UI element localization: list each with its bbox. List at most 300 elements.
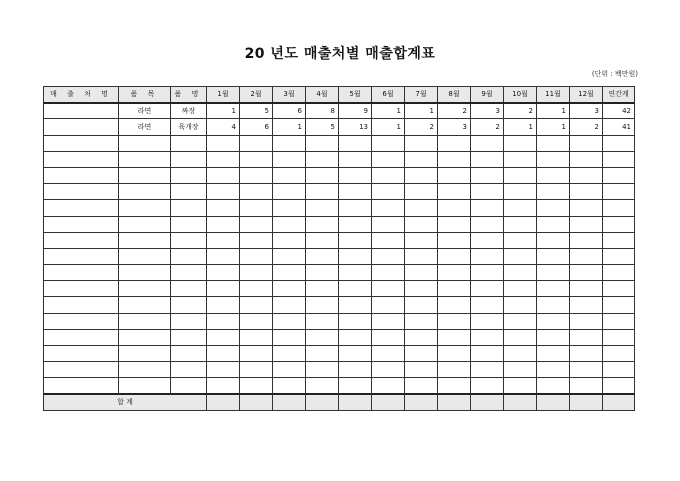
value-cell[interactable] — [570, 151, 603, 167]
value-cell[interactable] — [207, 265, 240, 281]
value-cell[interactable] — [438, 297, 471, 313]
customer-cell[interactable] — [44, 184, 119, 200]
total-value-cell[interactable] — [372, 394, 405, 410]
total-value-cell[interactable] — [603, 394, 635, 410]
category-cell[interactable] — [119, 265, 171, 281]
value-cell[interactable] — [405, 362, 438, 378]
value-cell[interactable] — [504, 378, 537, 394]
value-cell[interactable]: 13 — [339, 119, 372, 135]
value-cell[interactable] — [273, 135, 306, 151]
product-cell[interactable]: 짜장 — [171, 103, 207, 119]
value-cell[interactable] — [603, 232, 635, 248]
category-cell[interactable] — [119, 281, 171, 297]
value-cell[interactable] — [273, 378, 306, 394]
value-cell[interactable] — [504, 135, 537, 151]
category-cell[interactable] — [119, 346, 171, 362]
value-cell[interactable] — [438, 232, 471, 248]
value-cell[interactable] — [471, 200, 504, 216]
value-cell[interactable] — [405, 297, 438, 313]
value-cell[interactable] — [306, 378, 339, 394]
value-cell[interactable] — [372, 151, 405, 167]
value-cell[interactable] — [405, 329, 438, 345]
value-cell[interactable]: 1 — [372, 119, 405, 135]
value-cell[interactable] — [273, 362, 306, 378]
value-cell[interactable] — [273, 151, 306, 167]
value-cell[interactable] — [372, 216, 405, 232]
total-value-cell[interactable] — [471, 394, 504, 410]
value-cell[interactable] — [603, 167, 635, 183]
value-cell[interactable] — [207, 248, 240, 264]
value-cell[interactable] — [570, 346, 603, 362]
value-cell[interactable] — [438, 135, 471, 151]
total-value-cell[interactable] — [570, 394, 603, 410]
customer-cell[interactable] — [44, 103, 119, 119]
value-cell[interactable] — [339, 151, 372, 167]
value-cell[interactable] — [405, 265, 438, 281]
value-cell[interactable]: 1 — [504, 119, 537, 135]
value-cell[interactable] — [438, 200, 471, 216]
value-cell[interactable] — [537, 232, 570, 248]
value-cell[interactable] — [504, 232, 537, 248]
value-cell[interactable] — [537, 167, 570, 183]
value-cell[interactable] — [240, 329, 273, 345]
value-cell[interactable]: 2 — [570, 119, 603, 135]
value-cell[interactable] — [471, 184, 504, 200]
category-cell[interactable] — [119, 329, 171, 345]
value-cell[interactable] — [240, 216, 273, 232]
value-cell[interactable] — [603, 216, 635, 232]
value-cell[interactable] — [570, 184, 603, 200]
value-cell[interactable] — [273, 297, 306, 313]
product-cell[interactable] — [171, 184, 207, 200]
value-cell[interactable] — [339, 346, 372, 362]
value-cell[interactable] — [570, 297, 603, 313]
value-cell[interactable] — [339, 378, 372, 394]
value-cell[interactable]: 42 — [603, 103, 635, 119]
value-cell[interactable] — [471, 378, 504, 394]
value-cell[interactable] — [273, 329, 306, 345]
value-cell[interactable] — [438, 378, 471, 394]
value-cell[interactable] — [207, 151, 240, 167]
category-cell[interactable]: 라면 — [119, 103, 171, 119]
total-value-cell[interactable] — [207, 394, 240, 410]
value-cell[interactable] — [207, 184, 240, 200]
value-cell[interactable] — [438, 167, 471, 183]
value-cell[interactable] — [537, 329, 570, 345]
value-cell[interactable] — [207, 313, 240, 329]
value-cell[interactable] — [471, 216, 504, 232]
value-cell[interactable] — [405, 167, 438, 183]
value-cell[interactable] — [372, 200, 405, 216]
value-cell[interactable] — [339, 232, 372, 248]
customer-cell[interactable] — [44, 200, 119, 216]
value-cell[interactable] — [570, 265, 603, 281]
value-cell[interactable] — [504, 167, 537, 183]
value-cell[interactable] — [306, 151, 339, 167]
value-cell[interactable] — [438, 265, 471, 281]
product-cell[interactable]: 육개장 — [171, 119, 207, 135]
value-cell[interactable] — [405, 151, 438, 167]
value-cell[interactable] — [537, 151, 570, 167]
value-cell[interactable] — [504, 151, 537, 167]
value-cell[interactable] — [306, 329, 339, 345]
value-cell[interactable] — [471, 297, 504, 313]
customer-cell[interactable] — [44, 216, 119, 232]
product-cell[interactable] — [171, 167, 207, 183]
value-cell[interactable] — [537, 200, 570, 216]
value-cell[interactable] — [273, 346, 306, 362]
value-cell[interactable] — [405, 200, 438, 216]
category-cell[interactable] — [119, 184, 171, 200]
value-cell[interactable] — [504, 346, 537, 362]
value-cell[interactable] — [339, 216, 372, 232]
value-cell[interactable] — [207, 232, 240, 248]
customer-cell[interactable] — [44, 378, 119, 394]
product-cell[interactable] — [171, 135, 207, 151]
value-cell[interactable] — [603, 297, 635, 313]
customer-cell[interactable] — [44, 297, 119, 313]
value-cell[interactable] — [372, 232, 405, 248]
value-cell[interactable] — [372, 362, 405, 378]
value-cell[interactable] — [504, 216, 537, 232]
value-cell[interactable]: 1 — [207, 103, 240, 119]
value-cell[interactable] — [603, 135, 635, 151]
value-cell[interactable] — [306, 184, 339, 200]
value-cell[interactable] — [471, 167, 504, 183]
value-cell[interactable] — [438, 362, 471, 378]
value-cell[interactable] — [306, 232, 339, 248]
value-cell[interactable]: 5 — [240, 103, 273, 119]
total-value-cell[interactable] — [405, 394, 438, 410]
value-cell[interactable] — [537, 378, 570, 394]
value-cell[interactable] — [570, 200, 603, 216]
value-cell[interactable] — [372, 378, 405, 394]
value-cell[interactable]: 6 — [240, 119, 273, 135]
value-cell[interactable] — [471, 248, 504, 264]
value-cell[interactable] — [207, 329, 240, 345]
value-cell[interactable] — [240, 297, 273, 313]
value-cell[interactable] — [537, 135, 570, 151]
value-cell[interactable]: 8 — [306, 103, 339, 119]
value-cell[interactable] — [240, 151, 273, 167]
product-cell[interactable] — [171, 329, 207, 345]
value-cell[interactable] — [438, 248, 471, 264]
value-cell[interactable] — [339, 135, 372, 151]
value-cell[interactable] — [438, 184, 471, 200]
value-cell[interactable] — [570, 135, 603, 151]
value-cell[interactable] — [372, 167, 405, 183]
customer-cell[interactable] — [44, 167, 119, 183]
value-cell[interactable] — [471, 232, 504, 248]
value-cell[interactable] — [603, 281, 635, 297]
value-cell[interactable] — [306, 297, 339, 313]
value-cell[interactable]: 2 — [471, 119, 504, 135]
value-cell[interactable] — [603, 184, 635, 200]
customer-cell[interactable] — [44, 346, 119, 362]
total-value-cell[interactable] — [339, 394, 372, 410]
value-cell[interactable] — [240, 200, 273, 216]
value-cell[interactable] — [405, 346, 438, 362]
value-cell[interactable] — [603, 200, 635, 216]
value-cell[interactable]: 1 — [372, 103, 405, 119]
value-cell[interactable] — [306, 281, 339, 297]
value-cell[interactable] — [372, 248, 405, 264]
value-cell[interactable] — [372, 313, 405, 329]
value-cell[interactable] — [240, 167, 273, 183]
value-cell[interactable] — [537, 313, 570, 329]
product-cell[interactable] — [171, 313, 207, 329]
product-cell[interactable] — [171, 200, 207, 216]
value-cell[interactable] — [603, 248, 635, 264]
value-cell[interactable] — [570, 232, 603, 248]
product-cell[interactable] — [171, 362, 207, 378]
value-cell[interactable] — [504, 248, 537, 264]
value-cell[interactable]: 4 — [207, 119, 240, 135]
value-cell[interactable] — [240, 378, 273, 394]
value-cell[interactable] — [603, 313, 635, 329]
value-cell[interactable]: 41 — [603, 119, 635, 135]
value-cell[interactable] — [504, 362, 537, 378]
value-cell[interactable] — [603, 265, 635, 281]
value-cell[interactable] — [207, 200, 240, 216]
value-cell[interactable] — [207, 346, 240, 362]
value-cell[interactable] — [372, 297, 405, 313]
value-cell[interactable]: 3 — [570, 103, 603, 119]
value-cell[interactable] — [405, 232, 438, 248]
value-cell[interactable] — [306, 265, 339, 281]
category-cell[interactable] — [119, 248, 171, 264]
value-cell[interactable] — [207, 378, 240, 394]
customer-cell[interactable] — [44, 135, 119, 151]
value-cell[interactable] — [438, 151, 471, 167]
value-cell[interactable] — [471, 346, 504, 362]
category-cell[interactable] — [119, 297, 171, 313]
value-cell[interactable] — [339, 248, 372, 264]
value-cell[interactable] — [207, 297, 240, 313]
value-cell[interactable] — [372, 265, 405, 281]
value-cell[interactable] — [471, 313, 504, 329]
category-cell[interactable] — [119, 151, 171, 167]
total-value-cell[interactable] — [438, 394, 471, 410]
value-cell[interactable] — [339, 281, 372, 297]
value-cell[interactable] — [207, 167, 240, 183]
customer-cell[interactable] — [44, 362, 119, 378]
product-cell[interactable] — [171, 346, 207, 362]
value-cell[interactable] — [537, 281, 570, 297]
value-cell[interactable] — [570, 248, 603, 264]
value-cell[interactable] — [537, 346, 570, 362]
value-cell[interactable] — [537, 184, 570, 200]
value-cell[interactable]: 6 — [273, 103, 306, 119]
customer-cell[interactable] — [44, 232, 119, 248]
value-cell[interactable] — [570, 378, 603, 394]
value-cell[interactable]: 2 — [405, 119, 438, 135]
value-cell[interactable] — [306, 362, 339, 378]
value-cell[interactable] — [372, 184, 405, 200]
value-cell[interactable] — [438, 216, 471, 232]
product-cell[interactable] — [171, 151, 207, 167]
value-cell[interactable] — [339, 313, 372, 329]
value-cell[interactable] — [471, 135, 504, 151]
value-cell[interactable] — [240, 362, 273, 378]
value-cell[interactable] — [438, 329, 471, 345]
value-cell[interactable] — [273, 184, 306, 200]
value-cell[interactable] — [372, 135, 405, 151]
value-cell[interactable] — [537, 362, 570, 378]
total-value-cell[interactable] — [504, 394, 537, 410]
value-cell[interactable] — [603, 329, 635, 345]
total-value-cell[interactable] — [537, 394, 570, 410]
value-cell[interactable] — [471, 151, 504, 167]
value-cell[interactable]: 3 — [438, 119, 471, 135]
value-cell[interactable] — [207, 362, 240, 378]
value-cell[interactable] — [405, 248, 438, 264]
value-cell[interactable] — [240, 346, 273, 362]
product-cell[interactable] — [171, 297, 207, 313]
value-cell[interactable] — [405, 184, 438, 200]
value-cell[interactable] — [240, 135, 273, 151]
value-cell[interactable] — [471, 329, 504, 345]
product-cell[interactable] — [171, 216, 207, 232]
value-cell[interactable] — [438, 346, 471, 362]
value-cell[interactable] — [372, 346, 405, 362]
value-cell[interactable] — [570, 281, 603, 297]
category-cell[interactable] — [119, 313, 171, 329]
value-cell[interactable] — [471, 362, 504, 378]
value-cell[interactable] — [240, 281, 273, 297]
value-cell[interactable] — [339, 167, 372, 183]
value-cell[interactable] — [570, 329, 603, 345]
value-cell[interactable] — [504, 297, 537, 313]
category-cell[interactable] — [119, 167, 171, 183]
value-cell[interactable] — [504, 200, 537, 216]
customer-cell[interactable] — [44, 151, 119, 167]
value-cell[interactable]: 2 — [504, 103, 537, 119]
value-cell[interactable] — [240, 265, 273, 281]
value-cell[interactable] — [537, 248, 570, 264]
total-value-cell[interactable] — [240, 394, 273, 410]
value-cell[interactable] — [273, 216, 306, 232]
value-cell[interactable] — [372, 281, 405, 297]
value-cell[interactable] — [504, 313, 537, 329]
customer-cell[interactable] — [44, 329, 119, 345]
product-cell[interactable] — [171, 281, 207, 297]
value-cell[interactable] — [603, 151, 635, 167]
value-cell[interactable] — [405, 216, 438, 232]
value-cell[interactable] — [471, 265, 504, 281]
value-cell[interactable] — [570, 313, 603, 329]
value-cell[interactable] — [240, 184, 273, 200]
customer-cell[interactable] — [44, 248, 119, 264]
total-value-cell[interactable] — [273, 394, 306, 410]
category-cell[interactable] — [119, 216, 171, 232]
value-cell[interactable] — [339, 265, 372, 281]
value-cell[interactable]: 1 — [537, 119, 570, 135]
product-cell[interactable] — [171, 378, 207, 394]
value-cell[interactable] — [273, 232, 306, 248]
value-cell[interactable] — [273, 313, 306, 329]
value-cell[interactable] — [306, 313, 339, 329]
customer-cell[interactable] — [44, 313, 119, 329]
value-cell[interactable] — [240, 232, 273, 248]
value-cell[interactable] — [306, 135, 339, 151]
product-cell[interactable] — [171, 248, 207, 264]
value-cell[interactable] — [273, 281, 306, 297]
value-cell[interactable] — [603, 362, 635, 378]
value-cell[interactable] — [207, 216, 240, 232]
category-cell[interactable] — [119, 232, 171, 248]
value-cell[interactable] — [471, 281, 504, 297]
value-cell[interactable] — [306, 248, 339, 264]
category-cell[interactable] — [119, 378, 171, 394]
value-cell[interactable] — [240, 313, 273, 329]
value-cell[interactable] — [240, 248, 273, 264]
value-cell[interactable] — [504, 329, 537, 345]
value-cell[interactable] — [405, 281, 438, 297]
value-cell[interactable] — [405, 135, 438, 151]
customer-cell[interactable] — [44, 281, 119, 297]
value-cell[interactable] — [405, 378, 438, 394]
value-cell[interactable] — [306, 200, 339, 216]
value-cell[interactable] — [207, 135, 240, 151]
value-cell[interactable]: 3 — [471, 103, 504, 119]
category-cell[interactable] — [119, 200, 171, 216]
product-cell[interactable] — [171, 232, 207, 248]
value-cell[interactable] — [339, 200, 372, 216]
value-cell[interactable] — [603, 378, 635, 394]
value-cell[interactable] — [273, 265, 306, 281]
category-cell[interactable]: 라면 — [119, 119, 171, 135]
value-cell[interactable] — [438, 281, 471, 297]
value-cell[interactable] — [207, 281, 240, 297]
value-cell[interactable] — [537, 297, 570, 313]
value-cell[interactable] — [339, 297, 372, 313]
product-cell[interactable] — [171, 265, 207, 281]
value-cell[interactable] — [339, 329, 372, 345]
value-cell[interactable]: 1 — [537, 103, 570, 119]
customer-cell[interactable] — [44, 119, 119, 135]
value-cell[interactable] — [306, 167, 339, 183]
value-cell[interactable]: 5 — [306, 119, 339, 135]
value-cell[interactable]: 1 — [273, 119, 306, 135]
value-cell[interactable] — [273, 200, 306, 216]
value-cell[interactable] — [405, 313, 438, 329]
value-cell[interactable] — [570, 362, 603, 378]
value-cell[interactable] — [504, 184, 537, 200]
category-cell[interactable] — [119, 362, 171, 378]
value-cell[interactable] — [504, 281, 537, 297]
value-cell[interactable]: 1 — [405, 103, 438, 119]
total-value-cell[interactable] — [306, 394, 339, 410]
value-cell[interactable] — [537, 216, 570, 232]
value-cell[interactable] — [438, 313, 471, 329]
value-cell[interactable] — [339, 362, 372, 378]
value-cell[interactable] — [273, 167, 306, 183]
value-cell[interactable] — [570, 216, 603, 232]
value-cell[interactable] — [570, 167, 603, 183]
value-cell[interactable] — [273, 248, 306, 264]
value-cell[interactable] — [306, 346, 339, 362]
value-cell[interactable] — [339, 184, 372, 200]
customer-cell[interactable] — [44, 265, 119, 281]
value-cell[interactable]: 2 — [438, 103, 471, 119]
value-cell[interactable]: 9 — [339, 103, 372, 119]
category-cell[interactable] — [119, 135, 171, 151]
value-cell[interactable] — [603, 346, 635, 362]
value-cell[interactable] — [504, 265, 537, 281]
value-cell[interactable] — [537, 265, 570, 281]
value-cell[interactable] — [306, 216, 339, 232]
